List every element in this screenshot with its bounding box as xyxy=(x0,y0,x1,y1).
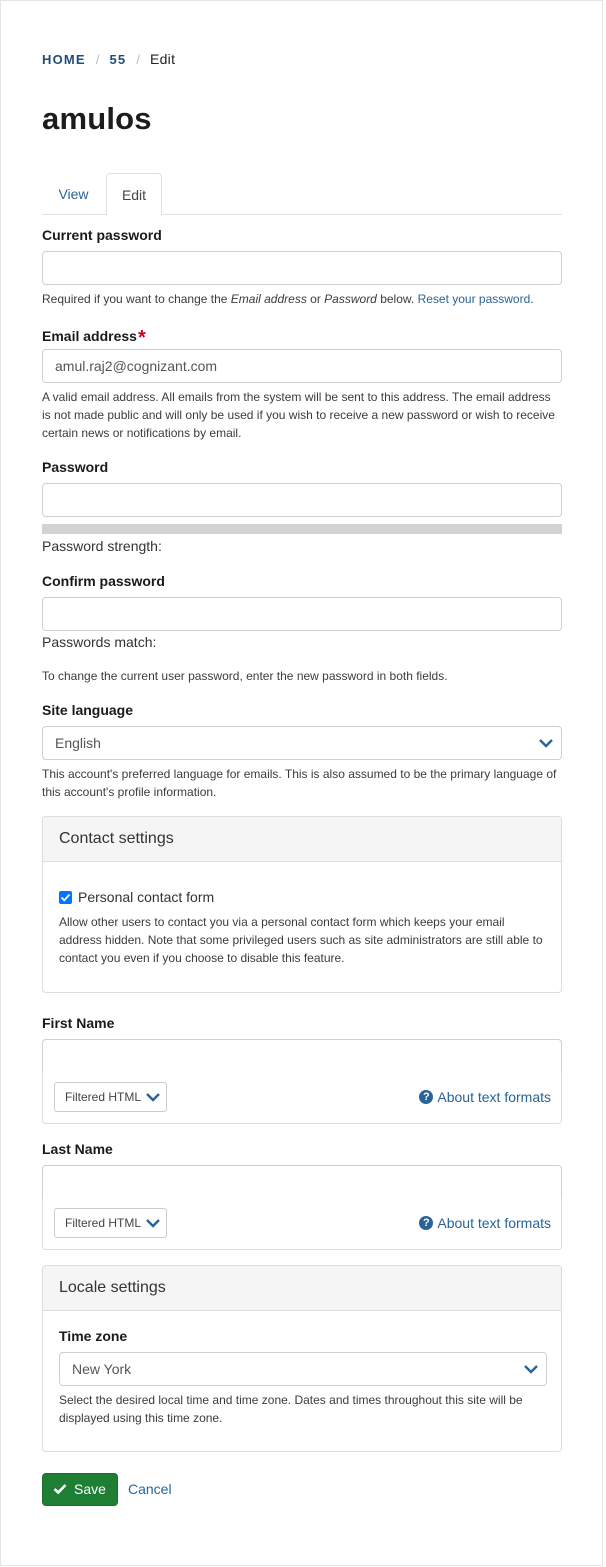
breadcrumb-home-link[interactable]: HOME xyxy=(42,51,86,67)
help-emphasis: Password xyxy=(324,292,377,306)
save-button-label: Save xyxy=(74,1481,106,1497)
cancel-link[interactable]: Cancel xyxy=(128,1481,172,1497)
time-zone-value: New York xyxy=(72,1361,132,1377)
confirm-password-label: Confirm password xyxy=(42,573,165,589)
about-text-formats-label: About text formats xyxy=(437,1215,551,1231)
confirm-password-help: To change the current user password, enter the new password in both fields. xyxy=(42,669,448,683)
contact-settings-panel xyxy=(42,816,562,993)
question-circle-icon: ? xyxy=(419,1216,433,1230)
page-title: amulos xyxy=(42,101,152,136)
contact-settings-help: Allow other users to contact you via a personal contact form which keeps your email address hidden. Note that some privileged users such as site administrators are still able to contact you even if you choose to disable this feature. xyxy=(59,915,543,965)
site-language-label: Site language xyxy=(42,702,134,718)
last-name-format-bar xyxy=(42,1198,562,1250)
about-text-formats-link[interactable] xyxy=(419,1089,551,1105)
format-select-value: Filtered HTML xyxy=(65,1216,142,1230)
first-name-format-bar xyxy=(42,1072,562,1124)
locale-settings-panel xyxy=(42,1265,562,1452)
help-text: Required if you want to change the xyxy=(42,292,231,306)
tab-edit[interactable]: Edit xyxy=(106,173,162,216)
reset-password-link[interactable]: Reset your password xyxy=(417,292,531,306)
email-label xyxy=(42,324,146,347)
breadcrumb xyxy=(42,51,175,67)
last-name-input[interactable] xyxy=(42,1165,562,1199)
locale-settings-title: Locale settings xyxy=(43,1266,561,1311)
breadcrumb-separator: / xyxy=(95,51,100,67)
personal-contact-label[interactable]: Personal contact form xyxy=(78,889,215,905)
format-select-value: Filtered HTML xyxy=(65,1090,142,1104)
chevron-down-icon xyxy=(539,737,553,749)
site-language-help: This account's preferred language for emails. This is also assumed to be the primary language of this account's profile information. xyxy=(42,767,557,799)
question-circle-icon: ? xyxy=(419,1090,433,1104)
checkmark-icon xyxy=(60,892,71,903)
password-strength-bar xyxy=(42,524,562,534)
about-text-formats-link[interactable] xyxy=(419,1215,551,1231)
confirm-password-input[interactable] xyxy=(42,597,562,631)
tab-bar xyxy=(42,173,562,215)
help-text: . xyxy=(530,292,534,306)
password-input[interactable] xyxy=(42,483,562,517)
breadcrumb-current: Edit xyxy=(149,51,176,67)
breadcrumb-user-link[interactable]: 55 xyxy=(109,51,127,67)
site-language-select[interactable] xyxy=(42,726,562,760)
time-zone-help: Select the desired local time and time zone. Dates and times throughout this site will be displayed using this time zone. xyxy=(59,1393,523,1425)
chevron-down-icon xyxy=(146,1217,160,1229)
contact-settings-title: Contact settings xyxy=(43,817,561,862)
first-name-input[interactable] xyxy=(42,1039,562,1073)
current-password-help xyxy=(42,290,562,308)
current-password-label: Current password xyxy=(42,227,162,243)
first-name-format-select[interactable] xyxy=(54,1082,167,1112)
time-zone-select[interactable] xyxy=(59,1352,547,1386)
tab-view[interactable]: View xyxy=(58,186,89,202)
password-label: Password xyxy=(42,459,109,475)
checkmark-icon xyxy=(53,1483,67,1495)
email-label-text: Email address xyxy=(42,328,137,344)
chevron-down-icon xyxy=(146,1091,160,1103)
password-strength-label: Password strength: xyxy=(42,538,162,554)
help-text: below. xyxy=(376,292,418,306)
time-zone-label: Time zone xyxy=(59,1328,128,1344)
about-text-formats-label: About text formats xyxy=(437,1089,551,1105)
last-name-format-select[interactable] xyxy=(54,1208,167,1238)
save-button[interactable] xyxy=(42,1473,118,1506)
last-name-label: Last Name xyxy=(42,1141,113,1157)
first-name-label: First Name xyxy=(42,1015,115,1031)
required-marker: * xyxy=(137,327,146,349)
help-text: or xyxy=(306,292,325,306)
email-input[interactable]: amul.raj2@cognizant.com xyxy=(42,349,562,383)
site-language-value: English xyxy=(55,735,101,751)
chevron-down-icon xyxy=(524,1363,538,1375)
personal-contact-checkbox[interactable] xyxy=(59,891,72,904)
email-help: A valid email address. All emails from the system will be sent to this address. The email address is not made public and will only be used if you wish to receive a new password or wish to receive certain news or notifications by email. xyxy=(42,390,555,440)
passwords-match-label: Passwords match: xyxy=(42,634,157,650)
current-password-input[interactable] xyxy=(42,251,562,285)
help-emphasis: Email address xyxy=(230,292,307,306)
breadcrumb-separator: / xyxy=(136,51,140,67)
